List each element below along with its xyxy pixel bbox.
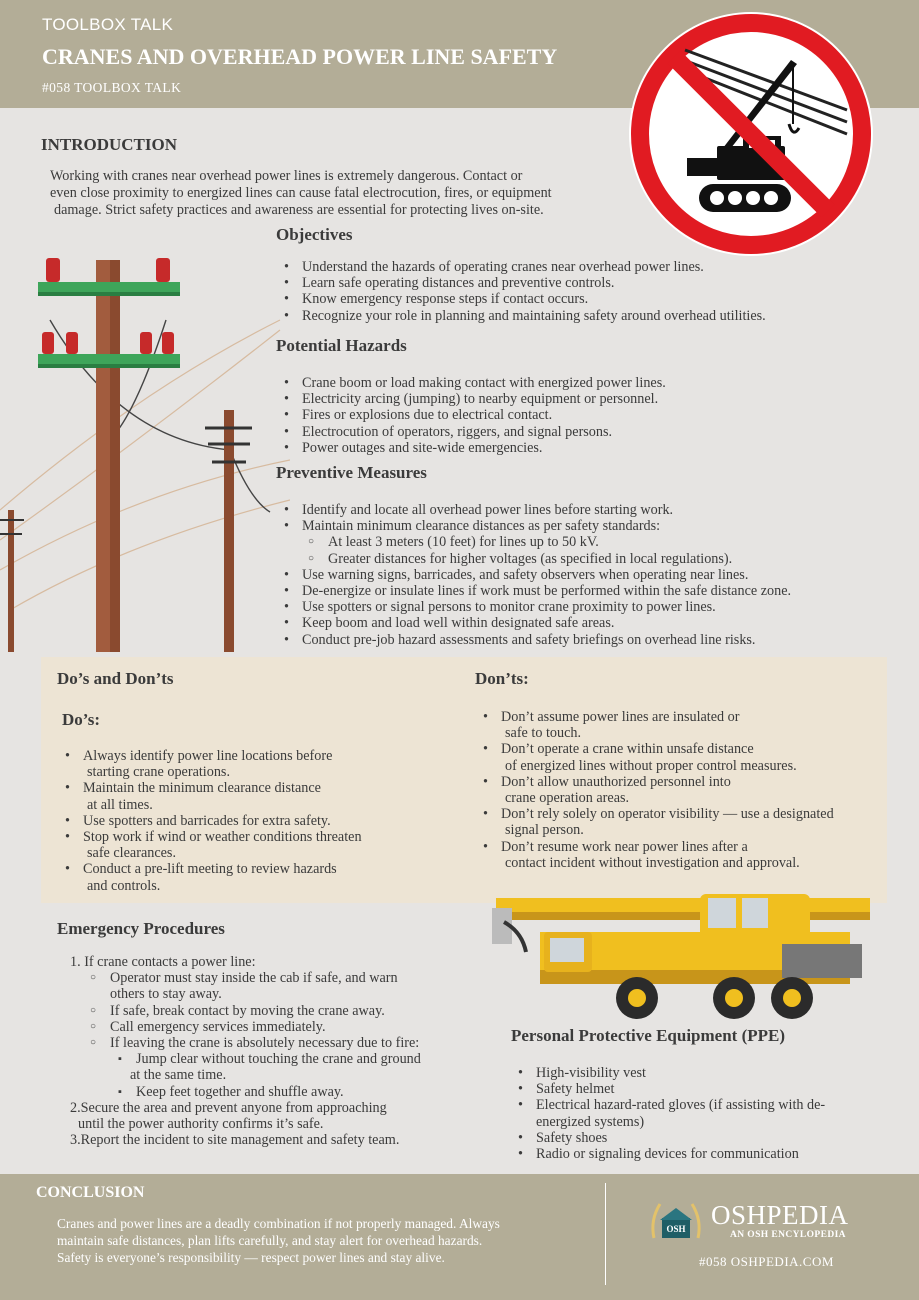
ppe-title: Personal Protective Equipment (PPE) xyxy=(511,1026,786,1045)
intro-line-1: Working with cranes near overhead power lines is extremely dangerous. Contact or xyxy=(50,168,523,184)
emergency-step-line: Operator must stay inside the cab if safe, and warn xyxy=(110,970,398,987)
hazards-list xyxy=(276,375,886,456)
ppe-list xyxy=(510,1065,890,1162)
list-item-continuation: safe clearances. xyxy=(87,845,176,862)
preventive-item: • Conduct pre-job hazard assessments and safety briefings on overhead line risks. xyxy=(276,632,896,648)
preventive-item: • De-energize or insulate lines if work must be performed within the safe distance zone. xyxy=(276,583,896,599)
list-item: • Maintain the minimum clearance distance xyxy=(57,780,457,796)
logo-badge-text: OSH xyxy=(666,1224,686,1234)
preventive-list xyxy=(276,502,896,648)
list-item: • High-visibility vest xyxy=(510,1065,890,1081)
list-item: • Stop work if wind or weather conditions threaten xyxy=(57,829,457,845)
intro-line-3: damage. Strict safety practices and awareness are essential for protecting lives on-site. xyxy=(54,202,544,218)
dos-title: Do’s: xyxy=(62,710,101,729)
header-kicker: TOOLBOX TALK xyxy=(42,15,174,34)
dos-list xyxy=(57,748,457,894)
list-item-continuation: safe to touch. xyxy=(505,725,582,742)
hazard-item: • Electricity arcing (jumping) to nearby equipment or personnel. xyxy=(276,391,886,407)
preventive-subitem: ○ At least 3 meters (10 feet) for lines up to 50 kV. xyxy=(276,534,896,550)
emergency-step-line: others to stay away. xyxy=(110,986,222,1003)
list-item: • Don’t resume work near power lines after a xyxy=(475,839,885,855)
emergency-step-line: 2.Secure the area and prevent anyone from approaching xyxy=(70,1099,387,1116)
list-item-continuation: at all times. xyxy=(87,796,153,813)
footer-divider xyxy=(605,1183,606,1285)
mobile-crane-illustration xyxy=(492,888,880,1020)
conclusion-text xyxy=(57,1215,597,1266)
preventive-item: • Use spotters or signal persons to monitor crane proximity to power lines. xyxy=(276,599,896,615)
preventive-subitem: ○ Greater distances for higher voltages (as specified in local regulations). xyxy=(276,551,896,567)
list-item: • Don’t allow unauthorized personnel into xyxy=(475,774,885,790)
objectives-title: Objectives xyxy=(276,225,353,244)
emergency-step-line: 1. If crane contacts a power line: xyxy=(70,954,256,970)
utility-pole-illustration xyxy=(0,240,290,652)
list-item: • Electrical hazard-rated gloves (if assisting with de- xyxy=(510,1097,890,1113)
list-item: • Don’t rely solely on operator visibility — use a designated xyxy=(475,806,885,822)
header-subtitle: #058 TOOLBOX TALK xyxy=(42,80,182,95)
objective-item: • Learn safe operating distances and preventive controls. xyxy=(276,275,886,291)
oshpedia-logo-icon xyxy=(648,1198,704,1244)
list-item: • Conduct a pre-lift meeting to review hazards xyxy=(57,861,457,877)
list-item: • Use spotters and barricades for extra safety. xyxy=(57,813,457,829)
emergency-step-line: Jump clear without touching the crane and ground xyxy=(136,1051,421,1068)
emergency-step-line: Keep feet together and shuffle away. xyxy=(136,1083,344,1100)
emergency-bullet-marker: ▪ xyxy=(118,1085,122,1098)
emergency-step-line: at the same time. xyxy=(130,1067,227,1084)
hazard-item: • Fires or explosions due to electrical contact. xyxy=(276,407,886,423)
preventive-item: • Maintain minimum clearance distances as per safety standards: xyxy=(276,518,896,534)
no-crane-sign-icon xyxy=(625,8,877,260)
brand-tagline: AN OSH ENCYLOPEDIA xyxy=(730,1230,846,1240)
emergency-step-line: If leaving the crane is absolutely necessary due to fire: xyxy=(110,1035,420,1051)
objective-item: • Understand the hazards of operating cranes near overhead power lines. xyxy=(276,259,886,275)
list-item: • Radio or signaling devices for communication xyxy=(510,1146,890,1162)
emergency-bullet-marker: ○ xyxy=(90,1004,97,1016)
emergency-title: Emergency Procedures xyxy=(57,919,225,938)
list-item-continuation: energized systems) xyxy=(536,1113,645,1130)
list-item-continuation: crane operation areas. xyxy=(505,790,630,807)
objective-item: • Recognize your role in planning and maintaining safety around overhead utilities. xyxy=(276,308,886,324)
objectives-list xyxy=(276,259,886,324)
list-item: • Safety helmet xyxy=(510,1081,890,1097)
preventive-title: Preventive Measures xyxy=(276,463,427,482)
intro-title: INTRODUCTION xyxy=(41,135,178,154)
hazards-title: Potential Hazards xyxy=(276,336,407,355)
hazard-item: • Electrocution of operators, riggers, and signal persons. xyxy=(276,424,886,440)
list-item-continuation: starting crane operations. xyxy=(87,764,231,781)
hazard-item: • Power outages and site-wide emergencies. xyxy=(276,440,886,456)
preventive-item: • Use warning signs, barricades, and safety observers when operating near lines. xyxy=(276,567,896,583)
brand-url: #058 OSHPEDIA.COM xyxy=(699,1254,834,1269)
donts-list xyxy=(475,709,885,871)
emergency-step-line: If safe, break contact by moving the crane away. xyxy=(110,1002,385,1019)
emergency-bullet-marker: ○ xyxy=(90,1037,97,1048)
donts-title: Don’ts: xyxy=(475,669,529,688)
emergency-step-line: 3.Report the incident to site management and safety team. xyxy=(70,1132,400,1149)
hazard-item: • Crane boom or load making contact with energized power lines. xyxy=(276,375,886,391)
preventive-item: • Keep boom and load well within designated safe areas. xyxy=(276,615,896,631)
list-item-continuation: signal person. xyxy=(505,822,584,839)
emergency-bullet-marker: ○ xyxy=(90,972,97,984)
brand-name: OSHPEDIA xyxy=(711,1200,849,1230)
objective-item: • Know emergency response steps if contact occurs. xyxy=(276,291,886,307)
dos-donts-title: Do’s and Don’ts xyxy=(57,669,174,688)
emergency-steps xyxy=(0,954,480,1154)
conclusion-line: maintain safe distances, plan lifts carefully, and stay alert for overhead hazards. xyxy=(57,1233,483,1248)
emergency-bullet-marker: ▪ xyxy=(118,1053,122,1066)
conclusion-title: CONCLUSION xyxy=(36,1184,145,1201)
emergency-step-line: Call emergency services immediately. xyxy=(110,1018,326,1035)
list-item: • Don’t operate a crane within unsafe distance xyxy=(475,741,885,757)
conclusion-line: Safety is everyone’s responsibility — respect power lines and stay alive. xyxy=(57,1250,445,1265)
list-item-continuation: contact incident without investigation and approval. xyxy=(505,854,800,871)
emergency-bullet-marker: ○ xyxy=(90,1020,97,1032)
list-item-continuation: of energized lines without proper control measures. xyxy=(505,757,797,774)
list-item: • Safety shoes xyxy=(510,1130,890,1146)
list-item-continuation: and controls. xyxy=(87,877,161,894)
list-item: • Don’t assume power lines are insulated or xyxy=(475,709,885,725)
intro-line-2: even close proximity to energized lines can cause fatal electrocution, fires, or equipment xyxy=(50,185,552,201)
conclusion-line: Cranes and power lines are a deadly combination if not properly managed. Always xyxy=(57,1216,500,1231)
preventive-item: • Identify and locate all overhead power lines before starting work. xyxy=(276,502,896,518)
page-title: CRANES AND OVERHEAD POWER LINE SAFETY xyxy=(42,44,558,69)
emergency-step-line: until the power authority confirms it’s safe. xyxy=(78,1116,324,1132)
list-item: • Always identify power line locations before xyxy=(57,748,457,764)
